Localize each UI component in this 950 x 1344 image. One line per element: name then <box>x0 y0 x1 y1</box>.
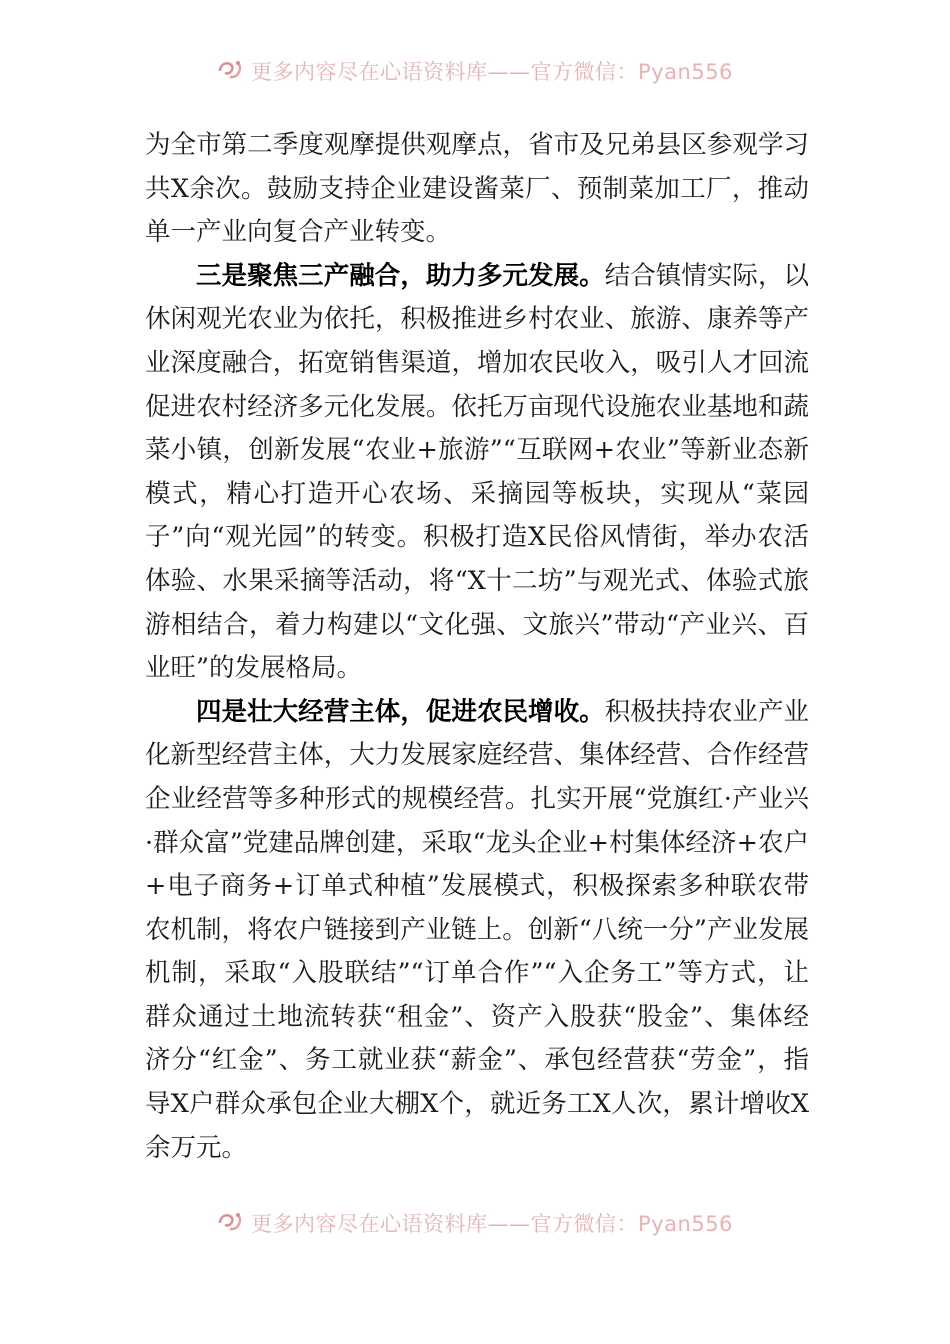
section-heading: 三是聚焦三产融合，助力多元发展。 <box>196 260 605 291</box>
paragraph-continuation <box>145 124 809 255</box>
watermark-logo-icon <box>217 58 243 85</box>
footer-watermark <box>0 1208 950 1238</box>
header-watermark <box>0 56 950 86</box>
paragraph-section-three <box>145 255 809 691</box>
paragraph-text: 结合镇情实际，以休闲观光农业为依托，积极推进乡村农业、旅游、康养等产业深度融合，拓宽销售渠道，增加农民收入，吸引人才回流促进农村经济多元化发展。依托万亩现代设施农业基地和蔬菜小镇，创新发展“农业+旅游”“互联网+农业”等新业态新模式，精心打造开心农场、采摘园等板块，实现从“菜园子”向“观光园”的转变。积极打造X民俗风情街，举办农活体验、水果采摘等活动，将“X十二坊”与观光式、体验式旅游相结合，着力构建以“文化强、文旅兴”带动“产业兴、百业旺”的发展格局。 <box>145 260 809 684</box>
section-heading: 四是壮大经营主体，促进农民增收。 <box>196 696 605 727</box>
watermark-logo-icon <box>217 1210 243 1237</box>
document-body <box>145 124 809 1170</box>
paragraph-text: 为全市第二季度观摩提供观摩点，省市及兄弟县区参观学习共X余次。鼓励支持企业建设酱菜厂、预制菜加工厂，推动单一产业向复合产业转变。 <box>145 130 809 248</box>
watermark-text: 更多内容尽在心语资料库——官方微信：Pyan556 <box>251 1212 733 1236</box>
paragraph-text: 积极扶持农业产业化新型经营主体，大力发展家庭经营、集体经营、合作经营企业经营等多种形式的规模经营。扎实开展“党旗红·产业兴·群众富”党建品牌创建，采取“龙头企业+村集体经济+农户+电子商务+订单式种植”发展模式，积极探索多种联农带农机制，将农户链接到产业链上。创新“八统一分”产业发展机制，采取“入股联结”“订单合作”“入企务工”等方式，让群众通过土地流转获“租金”、资产入股获“股金”、集体经济分“红金”、务工就业获“薪金”、承包经营获“劳金”，指导X户群众承包企业大棚X个，就近务工X人次，累计增收X余万元。 <box>145 696 809 1163</box>
watermark-text: 更多内容尽在心语资料库——官方微信：Pyan556 <box>251 60 733 84</box>
paragraph-section-four <box>145 691 809 1171</box>
